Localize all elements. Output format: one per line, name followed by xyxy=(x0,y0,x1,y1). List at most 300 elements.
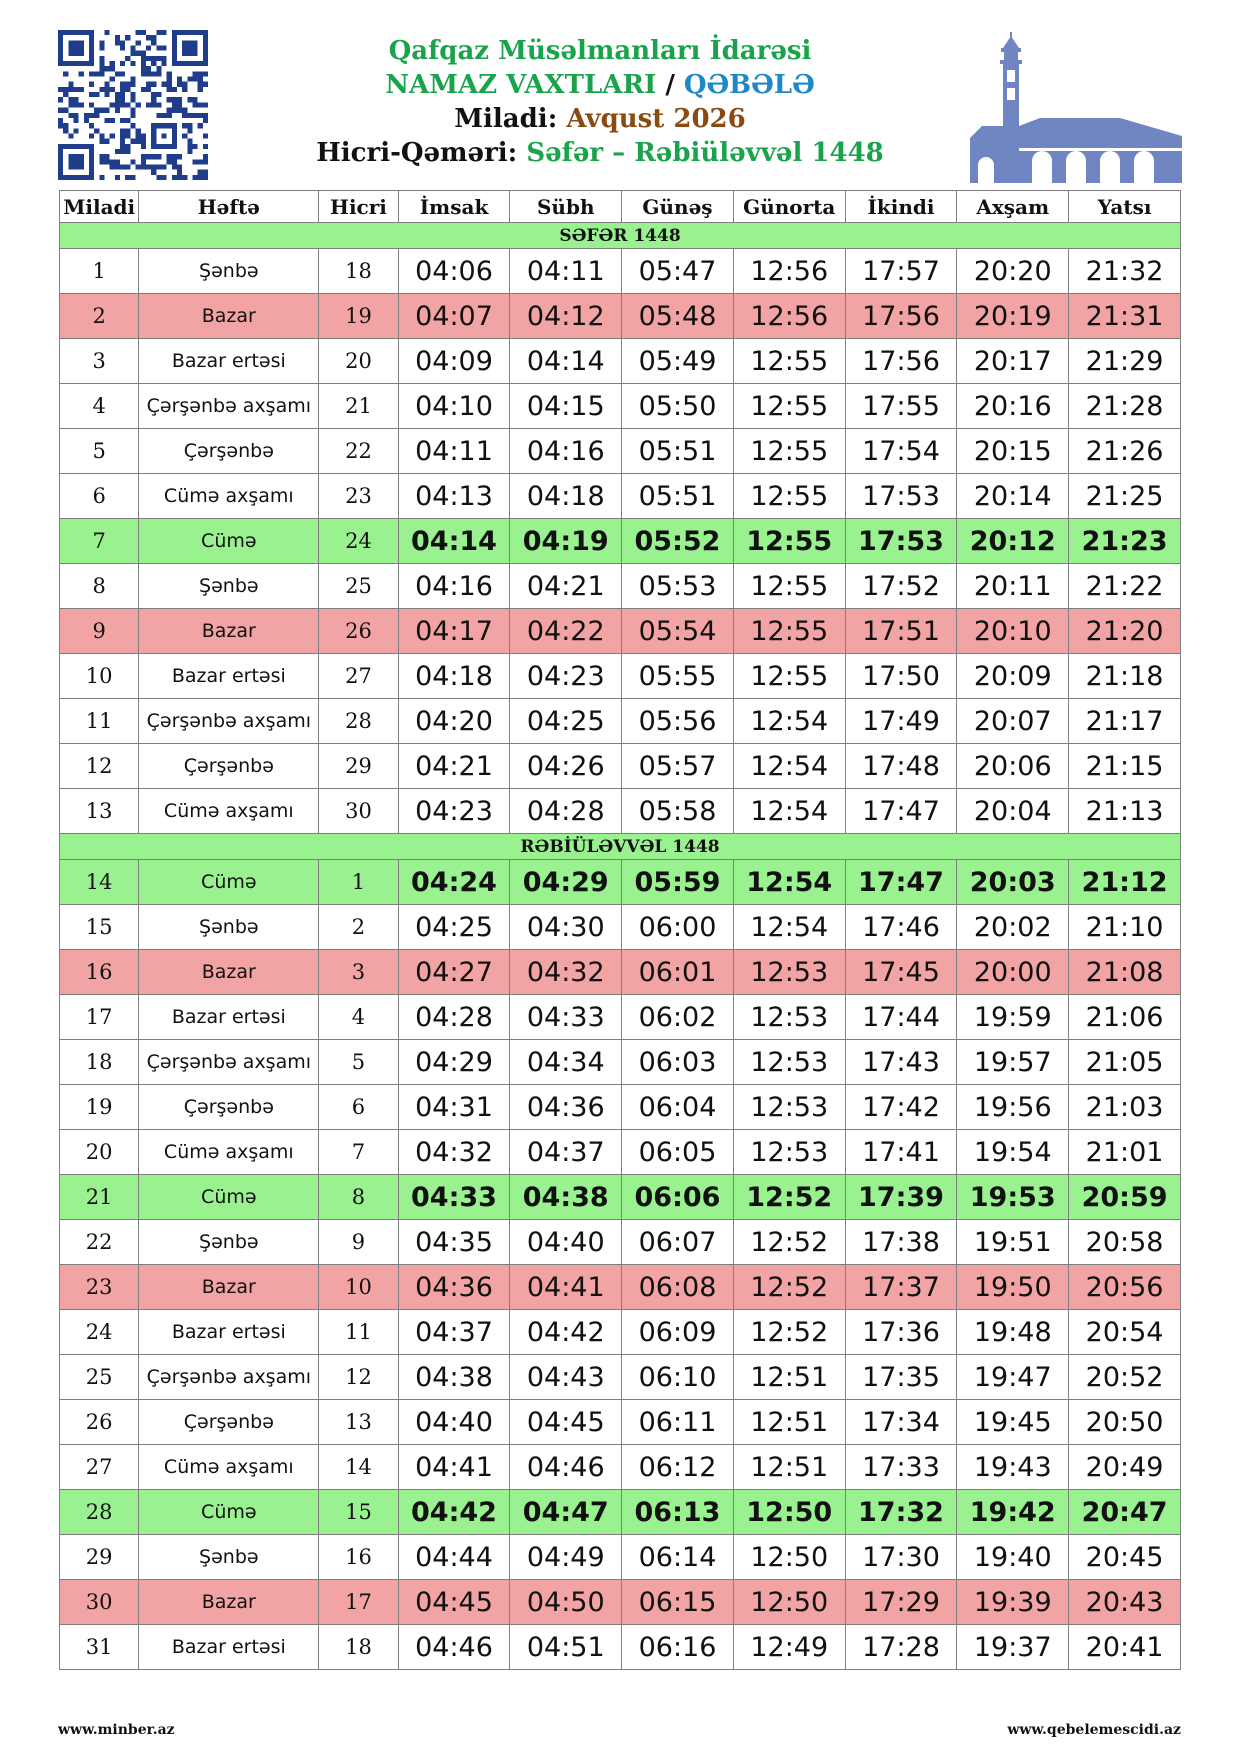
axsam-time-cell: 20:10 xyxy=(957,609,1069,654)
yatsi-time-cell: 20:50 xyxy=(1069,1400,1181,1445)
table-row xyxy=(60,564,1181,609)
axsam-time-cell: 19:48 xyxy=(957,1310,1069,1355)
gunorta-time-cell: 12:56 xyxy=(733,249,845,294)
gunorta-time-cell: 12:55 xyxy=(733,384,845,429)
imsak-time-cell: 04:44 xyxy=(398,1535,510,1580)
table-row xyxy=(60,1175,1181,1220)
yatsi-time-cell: 21:15 xyxy=(1069,744,1181,789)
imsak-time-cell: 04:24 xyxy=(398,860,510,905)
imsak-time-cell: 04:21 xyxy=(398,744,510,789)
axsam-time-cell: 20:06 xyxy=(957,744,1069,789)
axsam-time-cell: 20:12 xyxy=(957,519,1069,564)
hicri-day-cell: 19 xyxy=(319,294,398,339)
gunorta-time-cell: 12:50 xyxy=(733,1490,845,1535)
yatsi-time-cell: 20:45 xyxy=(1069,1535,1181,1580)
gunes-time-cell: 06:16 xyxy=(622,1625,734,1670)
subh-time-cell: 04:29 xyxy=(510,860,622,905)
ikindi-time-cell: 17:50 xyxy=(845,654,957,699)
gunes-time-cell: 06:04 xyxy=(622,1085,734,1130)
hicri-day-cell: 14 xyxy=(319,1445,398,1490)
column-header-ikindi: İkindi xyxy=(845,191,957,223)
table-row xyxy=(60,1490,1181,1535)
gunes-time-cell: 05:53 xyxy=(622,564,734,609)
weekday-cell: Çərşənbə xyxy=(139,744,319,789)
gunes-time-cell: 06:05 xyxy=(622,1130,734,1175)
miladi-day-cell: 12 xyxy=(60,744,139,789)
table-row xyxy=(60,384,1181,429)
subh-time-cell: 04:34 xyxy=(510,1040,622,1085)
hicri-day-cell: 22 xyxy=(319,429,398,474)
ikindi-time-cell: 17:57 xyxy=(845,249,957,294)
imsak-time-cell: 04:46 xyxy=(398,1625,510,1670)
gunes-time-cell: 05:51 xyxy=(622,474,734,519)
yatsi-time-cell: 21:03 xyxy=(1069,1085,1181,1130)
hicri-day-cell: 10 xyxy=(319,1265,398,1310)
subh-time-cell: 04:47 xyxy=(510,1490,622,1535)
yatsi-time-cell: 20:49 xyxy=(1069,1445,1181,1490)
subh-time-cell: 04:37 xyxy=(510,1130,622,1175)
ikindi-time-cell: 17:35 xyxy=(845,1355,957,1400)
axsam-time-cell: 20:11 xyxy=(957,564,1069,609)
axsam-time-cell: 19:50 xyxy=(957,1265,1069,1310)
weekday-cell: Cümə xyxy=(139,1175,319,1220)
yatsi-time-cell: 21:05 xyxy=(1069,1040,1181,1085)
gunorta-time-cell: 12:55 xyxy=(733,339,845,384)
weekday-cell: Çərşənbə xyxy=(139,429,319,474)
subh-time-cell: 04:12 xyxy=(510,294,622,339)
subh-time-cell: 04:14 xyxy=(510,339,622,384)
hicri-day-cell: 7 xyxy=(319,1130,398,1175)
yatsi-time-cell: 21:32 xyxy=(1069,249,1181,294)
hicri-day-cell: 9 xyxy=(319,1220,398,1265)
table-row xyxy=(60,789,1181,834)
subh-time-cell: 04:15 xyxy=(510,384,622,429)
miladi-day-cell: 11 xyxy=(60,699,139,744)
hijri-label: Hicri-Qəməri: xyxy=(316,138,518,168)
gunes-time-cell: 06:09 xyxy=(622,1310,734,1355)
weekday-cell: Şənbə xyxy=(139,564,319,609)
weekday-cell: Şənbə xyxy=(139,1220,319,1265)
subh-time-cell: 04:25 xyxy=(510,699,622,744)
weekday-cell: Çərşənbə axşamı xyxy=(139,1355,319,1400)
axsam-time-cell: 19:39 xyxy=(957,1580,1069,1625)
table-row xyxy=(60,1580,1181,1625)
miladi-day-cell: 3 xyxy=(60,339,139,384)
gunorta-time-cell: 12:52 xyxy=(733,1220,845,1265)
miladi-day-cell: 5 xyxy=(60,429,139,474)
subh-time-cell: 04:50 xyxy=(510,1580,622,1625)
subh-time-cell: 04:30 xyxy=(510,905,622,950)
yatsi-time-cell: 20:43 xyxy=(1069,1580,1181,1625)
yatsi-time-cell: 20:56 xyxy=(1069,1265,1181,1310)
yatsi-time-cell: 21:12 xyxy=(1069,860,1181,905)
axsam-time-cell: 20:20 xyxy=(957,249,1069,294)
yatsi-time-cell: 20:52 xyxy=(1069,1355,1181,1400)
subh-time-cell: 04:19 xyxy=(510,519,622,564)
ikindi-time-cell: 17:30 xyxy=(845,1535,957,1580)
weekday-cell: Çərşənbə axşamı xyxy=(139,384,319,429)
gunorta-time-cell: 12:55 xyxy=(733,429,845,474)
imsak-time-cell: 04:31 xyxy=(398,1085,510,1130)
gunes-time-cell: 06:13 xyxy=(622,1490,734,1535)
hicri-day-cell: 16 xyxy=(319,1535,398,1580)
imsak-time-cell: 04:10 xyxy=(398,384,510,429)
gunorta-time-cell: 12:49 xyxy=(733,1625,845,1670)
axsam-time-cell: 19:45 xyxy=(957,1400,1069,1445)
hicri-day-cell: 2 xyxy=(319,905,398,950)
gunes-time-cell: 06:06 xyxy=(622,1175,734,1220)
axsam-time-cell: 19:56 xyxy=(957,1085,1069,1130)
miladi-day-cell: 13 xyxy=(60,789,139,834)
weekday-cell: Şənbə xyxy=(139,1535,319,1580)
imsak-time-cell: 04:41 xyxy=(398,1445,510,1490)
gunes-time-cell: 05:55 xyxy=(622,654,734,699)
gunorta-time-cell: 12:52 xyxy=(733,1310,845,1355)
imsak-time-cell: 04:37 xyxy=(398,1310,510,1355)
ikindi-time-cell: 17:52 xyxy=(845,564,957,609)
yatsi-time-cell: 21:17 xyxy=(1069,699,1181,744)
imsak-time-cell: 04:16 xyxy=(398,564,510,609)
gunes-time-cell: 06:08 xyxy=(622,1265,734,1310)
imsak-time-cell: 04:40 xyxy=(398,1400,510,1445)
hicri-day-cell: 15 xyxy=(319,1490,398,1535)
imsak-time-cell: 04:17 xyxy=(398,609,510,654)
hicri-day-cell: 3 xyxy=(319,950,398,995)
weekday-cell: Bazar xyxy=(139,1265,319,1310)
table-header-row xyxy=(60,191,1181,223)
miladi-day-cell: 1 xyxy=(60,249,139,294)
axsam-time-cell: 20:00 xyxy=(957,950,1069,995)
gunorta-time-cell: 12:52 xyxy=(733,1175,845,1220)
table-row xyxy=(60,249,1181,294)
gunorta-time-cell: 12:51 xyxy=(733,1400,845,1445)
subh-time-cell: 04:16 xyxy=(510,429,622,474)
hicri-day-cell: 23 xyxy=(319,474,398,519)
ikindi-time-cell: 17:56 xyxy=(845,339,957,384)
weekday-cell: Bazar ertəsi xyxy=(139,1625,319,1670)
gunorta-time-cell: 12:54 xyxy=(733,905,845,950)
table-row xyxy=(60,1535,1181,1580)
gunorta-time-cell: 12:53 xyxy=(733,950,845,995)
gunes-time-cell: 05:52 xyxy=(622,519,734,564)
ikindi-time-cell: 17:51 xyxy=(845,609,957,654)
imsak-time-cell: 04:27 xyxy=(398,950,510,995)
table-row xyxy=(60,1400,1181,1445)
gunorta-time-cell: 12:53 xyxy=(733,1085,845,1130)
gunes-time-cell: 05:54 xyxy=(622,609,734,654)
axsam-time-cell: 19:51 xyxy=(957,1220,1069,1265)
miladi-day-cell: 23 xyxy=(60,1265,139,1310)
ikindi-time-cell: 17:37 xyxy=(845,1265,957,1310)
gunes-time-cell: 06:11 xyxy=(622,1400,734,1445)
yatsi-time-cell: 20:58 xyxy=(1069,1220,1181,1265)
axsam-time-cell: 19:43 xyxy=(957,1445,1069,1490)
hicri-day-cell: 24 xyxy=(319,519,398,564)
gunorta-time-cell: 12:54 xyxy=(733,789,845,834)
gunorta-time-cell: 12:53 xyxy=(733,1130,845,1175)
yatsi-time-cell: 21:22 xyxy=(1069,564,1181,609)
hicri-day-cell: 27 xyxy=(319,654,398,699)
miladi-day-cell: 26 xyxy=(60,1400,139,1445)
subh-time-cell: 04:38 xyxy=(510,1175,622,1220)
miladi-day-cell: 15 xyxy=(60,905,139,950)
miladi-day-cell: 22 xyxy=(60,1220,139,1265)
footer-link-right[interactable]: www.qebelemescidi.az xyxy=(1007,1722,1181,1738)
gunorta-time-cell: 12:51 xyxy=(733,1355,845,1400)
city-name: QƏBƏLƏ xyxy=(683,70,815,100)
miladi-day-cell: 27 xyxy=(60,1445,139,1490)
ikindi-time-cell: 17:42 xyxy=(845,1085,957,1130)
gunorta-time-cell: 12:56 xyxy=(733,294,845,339)
subh-time-cell: 04:33 xyxy=(510,995,622,1040)
subh-time-cell: 04:28 xyxy=(510,789,622,834)
imsak-time-cell: 04:11 xyxy=(398,429,510,474)
table-row xyxy=(60,1085,1181,1130)
imsak-time-cell: 04:38 xyxy=(398,1355,510,1400)
ikindi-time-cell: 17:32 xyxy=(845,1490,957,1535)
miladi-day-cell: 8 xyxy=(60,564,139,609)
subh-time-cell: 04:41 xyxy=(510,1265,622,1310)
hicri-day-cell: 11 xyxy=(319,1310,398,1355)
table-row xyxy=(60,1355,1181,1400)
weekday-cell: Cümə axşamı xyxy=(139,789,319,834)
ikindi-time-cell: 17:34 xyxy=(845,1400,957,1445)
ikindi-time-cell: 17:48 xyxy=(845,744,957,789)
gunes-time-cell: 06:12 xyxy=(622,1445,734,1490)
gunes-time-cell: 05:50 xyxy=(622,384,734,429)
weekday-cell: Çərşənbə axşamı xyxy=(139,699,319,744)
weekday-cell: Bazar xyxy=(139,294,319,339)
gunorta-time-cell: 12:50 xyxy=(733,1580,845,1625)
table-row xyxy=(60,1445,1181,1490)
imsak-time-cell: 04:33 xyxy=(398,1175,510,1220)
gunes-time-cell: 05:47 xyxy=(622,249,734,294)
subh-time-cell: 04:42 xyxy=(510,1310,622,1355)
subh-time-cell: 04:46 xyxy=(510,1445,622,1490)
ikindi-time-cell: 17:54 xyxy=(845,429,957,474)
prayer-times-table xyxy=(59,190,1181,1670)
yatsi-time-cell: 20:41 xyxy=(1069,1625,1181,1670)
miladi-day-cell: 10 xyxy=(60,654,139,699)
gunorta-time-cell: 12:55 xyxy=(733,519,845,564)
imsak-time-cell: 04:35 xyxy=(398,1220,510,1265)
ikindi-time-cell: 17:49 xyxy=(845,699,957,744)
imsak-time-cell: 04:29 xyxy=(398,1040,510,1085)
subh-time-cell: 04:51 xyxy=(510,1625,622,1670)
hicri-day-cell: 6 xyxy=(319,1085,398,1130)
table-row xyxy=(60,429,1181,474)
imsak-time-cell: 04:13 xyxy=(398,474,510,519)
weekday-cell: Çərşənbə xyxy=(139,1400,319,1445)
page-header xyxy=(250,38,950,174)
footer-link-left[interactable]: www.minber.az xyxy=(58,1722,175,1738)
miladi-day-cell: 4 xyxy=(60,384,139,429)
axsam-time-cell: 19:40 xyxy=(957,1535,1069,1580)
imsak-time-cell: 04:07 xyxy=(398,294,510,339)
axsam-time-cell: 20:19 xyxy=(957,294,1069,339)
subh-time-cell: 04:21 xyxy=(510,564,622,609)
miladi-day-cell: 17 xyxy=(60,995,139,1040)
hicri-day-cell: 1 xyxy=(319,860,398,905)
weekday-cell: Şənbə xyxy=(139,249,319,294)
hicri-day-cell: 18 xyxy=(319,249,398,294)
hicri-day-cell: 26 xyxy=(319,609,398,654)
weekday-cell: Cümə axşamı xyxy=(139,474,319,519)
ikindi-time-cell: 17:39 xyxy=(845,1175,957,1220)
table-row xyxy=(60,699,1181,744)
miladi-day-cell: 6 xyxy=(60,474,139,519)
yatsi-time-cell: 21:28 xyxy=(1069,384,1181,429)
ikindi-time-cell: 17:43 xyxy=(845,1040,957,1085)
ikindi-time-cell: 17:28 xyxy=(845,1625,957,1670)
imsak-time-cell: 04:09 xyxy=(398,339,510,384)
hicri-day-cell: 25 xyxy=(319,564,398,609)
weekday-cell: Bazar ertəsi xyxy=(139,654,319,699)
table-row xyxy=(60,950,1181,995)
column-header-hicri: Hicri xyxy=(319,191,398,223)
yatsi-time-cell: 21:06 xyxy=(1069,995,1181,1040)
yatsi-time-cell: 21:26 xyxy=(1069,429,1181,474)
column-header-miladi: Miladi xyxy=(60,191,139,223)
table-row xyxy=(60,1130,1181,1175)
gunorta-time-cell: 12:55 xyxy=(733,654,845,699)
miladi-day-cell: 2 xyxy=(60,294,139,339)
gunorta-time-cell: 12:50 xyxy=(733,1535,845,1580)
miladi-day-cell: 18 xyxy=(60,1040,139,1085)
imsak-time-cell: 04:18 xyxy=(398,654,510,699)
yatsi-time-cell: 21:20 xyxy=(1069,609,1181,654)
miladi-day-cell: 25 xyxy=(60,1355,139,1400)
column-header-gunorta: Günorta xyxy=(733,191,845,223)
miladi-day-cell: 20 xyxy=(60,1130,139,1175)
axsam-time-cell: 20:14 xyxy=(957,474,1069,519)
miladi-day-cell: 16 xyxy=(60,950,139,995)
weekday-cell: Cümə xyxy=(139,519,319,564)
axsam-time-cell: 20:02 xyxy=(957,905,1069,950)
table-row xyxy=(60,1625,1181,1670)
subh-time-cell: 04:36 xyxy=(510,1085,622,1130)
table-row xyxy=(60,1220,1181,1265)
ikindi-time-cell: 17:41 xyxy=(845,1130,957,1175)
hicri-day-cell: 28 xyxy=(319,699,398,744)
table-body xyxy=(60,223,1181,1670)
imsak-time-cell: 04:32 xyxy=(398,1130,510,1175)
imsak-time-cell: 04:36 xyxy=(398,1265,510,1310)
axsam-time-cell: 20:15 xyxy=(957,429,1069,474)
miladi-day-cell: 21 xyxy=(60,1175,139,1220)
ikindi-time-cell: 17:33 xyxy=(845,1445,957,1490)
miladi-day-cell: 31 xyxy=(60,1625,139,1670)
subh-time-cell: 04:40 xyxy=(510,1220,622,1265)
yatsi-time-cell: 21:25 xyxy=(1069,474,1181,519)
weekday-cell: Bazar xyxy=(139,950,319,995)
subh-time-cell: 04:26 xyxy=(510,744,622,789)
gunorta-time-cell: 12:51 xyxy=(733,1445,845,1490)
hicri-day-cell: 12 xyxy=(319,1355,398,1400)
ikindi-time-cell: 17:45 xyxy=(845,950,957,995)
gunes-time-cell: 06:00 xyxy=(622,905,734,950)
ikindi-time-cell: 17:56 xyxy=(845,294,957,339)
yatsi-time-cell: 21:31 xyxy=(1069,294,1181,339)
weekday-cell: Bazar ertəsi xyxy=(139,995,319,1040)
section-header-row xyxy=(60,223,1181,249)
table-row xyxy=(60,1310,1181,1355)
table-row xyxy=(60,609,1181,654)
weekday-cell: Çərşənbə xyxy=(139,1085,319,1130)
ikindi-time-cell: 17:47 xyxy=(845,789,957,834)
gunorta-time-cell: 12:55 xyxy=(733,609,845,654)
axsam-time-cell: 20:09 xyxy=(957,654,1069,699)
subh-time-cell: 04:43 xyxy=(510,1355,622,1400)
subh-time-cell: 04:49 xyxy=(510,1535,622,1580)
gregorian-label: Miladi: xyxy=(454,104,558,134)
table-row xyxy=(60,995,1181,1040)
column-header-hefte: Həftə xyxy=(139,191,319,223)
axsam-time-cell: 19:37 xyxy=(957,1625,1069,1670)
subh-time-cell: 04:23 xyxy=(510,654,622,699)
hicri-day-cell: 13 xyxy=(319,1400,398,1445)
yatsi-time-cell: 21:08 xyxy=(1069,950,1181,995)
gunorta-time-cell: 12:54 xyxy=(733,860,845,905)
gunes-time-cell: 05:58 xyxy=(622,789,734,834)
hicri-day-cell: 18 xyxy=(319,1625,398,1670)
ikindi-time-cell: 17:36 xyxy=(845,1310,957,1355)
axsam-time-cell: 20:03 xyxy=(957,860,1069,905)
axsam-time-cell: 20:16 xyxy=(957,384,1069,429)
ikindi-time-cell: 17:44 xyxy=(845,995,957,1040)
yatsi-time-cell: 21:18 xyxy=(1069,654,1181,699)
imsak-time-cell: 04:06 xyxy=(398,249,510,294)
weekday-cell: Cümə axşamı xyxy=(139,1445,319,1490)
gunorta-time-cell: 12:52 xyxy=(733,1265,845,1310)
yatsi-time-cell: 21:23 xyxy=(1069,519,1181,564)
gunes-time-cell: 06:07 xyxy=(622,1220,734,1265)
qr-code-icon xyxy=(58,30,208,180)
gunes-time-cell: 06:10 xyxy=(622,1355,734,1400)
mosque-minaret-icon xyxy=(970,28,1182,183)
gunes-time-cell: 06:02 xyxy=(622,995,734,1040)
yatsi-time-cell: 21:01 xyxy=(1069,1130,1181,1175)
miladi-day-cell: 28 xyxy=(60,1490,139,1535)
column-header-imsak: İmsak xyxy=(398,191,510,223)
subh-time-cell: 04:45 xyxy=(510,1400,622,1445)
gunes-time-cell: 05:57 xyxy=(622,744,734,789)
axsam-time-cell: 19:47 xyxy=(957,1355,1069,1400)
weekday-cell: Bazar ertəsi xyxy=(139,339,319,384)
imsak-time-cell: 04:45 xyxy=(398,1580,510,1625)
gunes-time-cell: 05:56 xyxy=(622,699,734,744)
gunorta-time-cell: 12:55 xyxy=(733,474,845,519)
section-title: RƏBİÜLƏVVƏL 1448 xyxy=(60,834,1181,860)
axsam-time-cell: 19:57 xyxy=(957,1040,1069,1085)
imsak-time-cell: 04:28 xyxy=(398,995,510,1040)
table-row xyxy=(60,519,1181,564)
gunes-time-cell: 05:49 xyxy=(622,339,734,384)
gunes-time-cell: 06:03 xyxy=(622,1040,734,1085)
hicri-day-cell: 4 xyxy=(319,995,398,1040)
hicri-day-cell: 8 xyxy=(319,1175,398,1220)
hijri-value: Səfər – Rəbiüləvvəl 1448 xyxy=(526,138,884,168)
organization-title: Qafqaz Müsəlmanları İdarəsi xyxy=(388,36,812,66)
table-row xyxy=(60,654,1181,699)
hicri-day-cell: 20 xyxy=(319,339,398,384)
column-header-yatsi: Yatsı xyxy=(1069,191,1181,223)
yatsi-time-cell: 20:47 xyxy=(1069,1490,1181,1535)
section-header-row xyxy=(60,834,1181,860)
gregorian-month xyxy=(250,106,950,140)
gregorian-value: Avqust 2026 xyxy=(566,104,746,134)
miladi-day-cell: 9 xyxy=(60,609,139,654)
